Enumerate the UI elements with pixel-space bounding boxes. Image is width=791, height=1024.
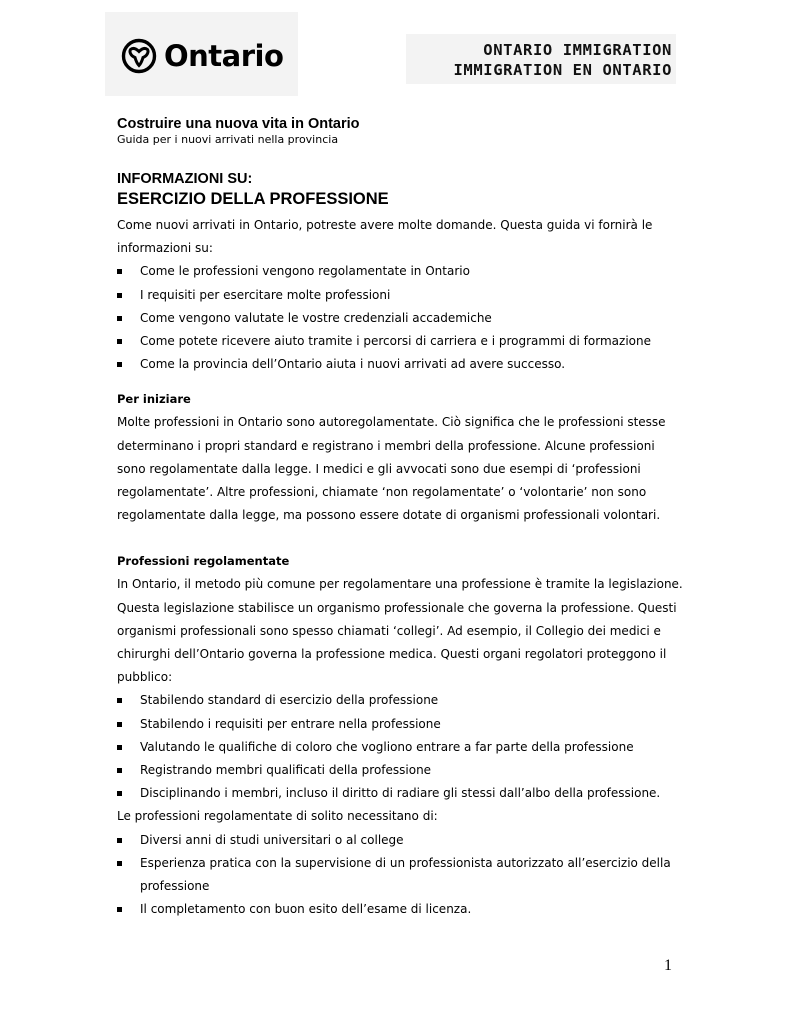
bullet-icon xyxy=(117,838,122,843)
list-item-text: Diversi anni di studi universitari o al college xyxy=(140,832,404,847)
regulators-bullet-list xyxy=(117,689,687,805)
requirements-bullet-list xyxy=(117,829,687,922)
bullet-icon xyxy=(117,293,122,298)
list-item-text: Esperienza pratica con la supervisione di un professionista autorizzato all’esercizio della professione xyxy=(140,855,671,894)
bullet-icon xyxy=(117,698,122,703)
document-subtitle: Guida per i nuovi arrivati nella provincia xyxy=(117,133,339,146)
list-item-text: Come le professioni vengono regolamentate in Ontario xyxy=(140,264,470,279)
bullet-icon xyxy=(117,791,122,796)
bullet-icon xyxy=(117,362,122,367)
bullet-icon xyxy=(117,907,122,912)
section-paragraph: In Ontario, il metodo più comune per regolamentare una professione è tramite la legislazione. Questa legislazione stabilisce un organismo professionale che governa la professione. Questi organismi professionali sono spesso chiamati ‘collegi’. Ad esempio, il Collegio dei medici e chirurghi dell’Ontario governa la professione medica. Questi organi regolatori proteggono il pubblico: xyxy=(117,577,683,685)
bullet-icon xyxy=(117,745,122,750)
list-item xyxy=(117,759,687,782)
section-heading-per-iniziare: Per iniziare xyxy=(117,392,191,407)
list-item xyxy=(117,713,687,736)
list-item xyxy=(117,284,687,307)
page-number: 1 xyxy=(664,957,672,974)
bullet-icon xyxy=(117,861,122,866)
bullet-icon xyxy=(117,339,122,344)
info-heading: INFORMAZIONI SU: xyxy=(117,171,253,187)
list-item-text: I requisiti per esercitare molte professioni xyxy=(140,287,391,302)
requirements-intro: Le professioni regolamentate di solito necessitano di: xyxy=(117,809,438,824)
bullet-icon xyxy=(117,768,122,773)
list-item xyxy=(117,689,687,712)
list-item xyxy=(117,736,687,759)
section-paragraph: Molte professioni in Ontario sono autoregolamentate. Ciò significa che le professioni stesse determinano i propri standard e registrano i membri della professione. Alcune professioni sono regolamentate dalla legge. I medici e gli avvocati sono due esempi di ‘professioni regolamentate’. Altre professioni, chiamate ‘non regolamentate’ o ‘volontarie’ non sono regolamentate dalla legge, ma possono essere dotate di organismi professionali volontari. xyxy=(117,415,666,523)
list-item xyxy=(117,353,687,376)
immigration-banner xyxy=(406,34,676,84)
immigration-line-en: ONTARIO IMMIGRATION xyxy=(483,41,672,59)
trillium-icon xyxy=(121,38,157,74)
document-body xyxy=(117,115,687,921)
immigration-line-fr: IMMIGRATION EN ONTARIO xyxy=(453,61,672,79)
list-item xyxy=(117,330,687,353)
bullet-icon xyxy=(117,269,122,274)
list-item-text: Come la provincia dell’Ontario aiuta i nuovi arrivati ad avere successo. xyxy=(140,357,566,372)
list-item-text: Come vengono valutate le vostre credenziali accademiche xyxy=(140,310,492,325)
bullet-icon xyxy=(117,316,122,321)
section-heading-professioni-regolamentate: Professioni regolamentate xyxy=(117,554,290,569)
list-item-text: Come potete ricevere aiuto tramite i percorsi di carriera e i programmi di formazione xyxy=(140,334,651,349)
list-item xyxy=(117,782,687,805)
info-topic: ESERCIZIO DELLA PROFESSIONE xyxy=(117,190,389,208)
logo-wordmark: Ontario xyxy=(164,39,284,73)
list-item-text: Registrando membri qualificati della professione xyxy=(140,763,432,778)
list-item xyxy=(117,898,687,921)
list-item-text: Il completamento con buon esito dell’esame di licenza. xyxy=(140,902,472,917)
list-item xyxy=(117,307,687,330)
list-item-text: Disciplinando i membri, incluso il diritto di radiare gli stessi dall’albo della professione. xyxy=(140,786,661,801)
list-item xyxy=(117,852,687,898)
ontario-logo xyxy=(105,12,298,96)
list-item xyxy=(117,260,687,283)
intro-bullet-list xyxy=(117,260,687,376)
list-item-text: Valutando le qualifiche di coloro che vogliono entrare a far parte della professione xyxy=(140,739,634,754)
intro-paragraph: Come nuovi arrivati in Ontario, potreste avere molte domande. Questa guida vi fornirà le informazioni su: xyxy=(117,218,653,256)
bullet-icon xyxy=(117,722,122,727)
list-item xyxy=(117,829,687,852)
list-item-text: Stabilendo standard di esercizio della professione xyxy=(140,693,439,708)
list-item-text: Stabilendo i requisiti per entrare nella professione xyxy=(140,716,441,731)
document-title: Costruire una nuova vita in Ontario xyxy=(117,116,360,132)
